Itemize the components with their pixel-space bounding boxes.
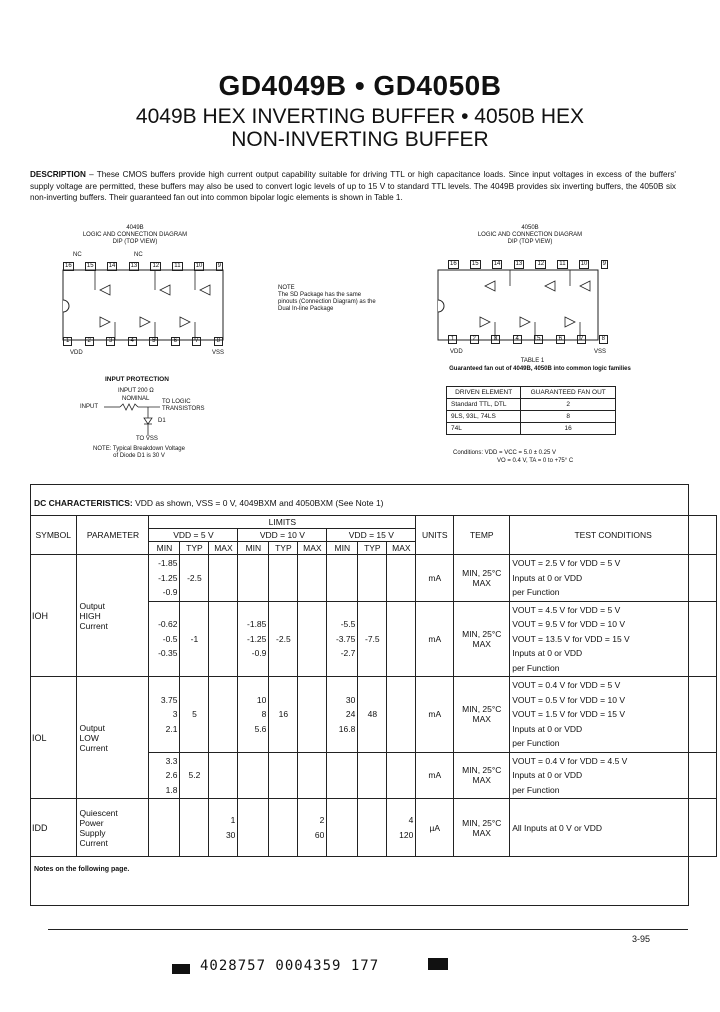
dc-col-vdd10: VDD = 10 V bbox=[238, 529, 327, 542]
r2-test-b: VOUT = 9.5 V for VDD = 10 V bbox=[512, 619, 625, 629]
input-protection-title: INPUT PROTECTION bbox=[105, 376, 169, 383]
r2-min15-a: -5.5 bbox=[340, 619, 356, 629]
dc-col-typ: TYP bbox=[358, 542, 387, 555]
pin: 15 bbox=[471, 261, 479, 267]
r4-temp1: MIN, 25°C bbox=[462, 765, 502, 776]
value-cell bbox=[209, 601, 238, 677]
value-cell bbox=[387, 555, 416, 602]
dc-col-units: UNITS bbox=[416, 516, 454, 555]
r5-test: All Inputs at 0 V or VDD bbox=[510, 799, 717, 857]
param-idd-l3: Supply bbox=[79, 827, 106, 838]
r2-min10-a: -1.85 bbox=[247, 619, 267, 629]
description-label: DESCRIPTION bbox=[30, 170, 86, 179]
table-row bbox=[447, 399, 616, 411]
dc-col-min: MIN bbox=[327, 542, 358, 555]
value-cell bbox=[358, 752, 387, 799]
r2-temp1: MIN, 25°C bbox=[462, 628, 502, 639]
r5-max15-a: 4 bbox=[408, 815, 414, 825]
param-idd bbox=[77, 799, 149, 857]
value-cell bbox=[149, 601, 180, 677]
r3-temp2: MAX bbox=[472, 714, 491, 725]
diagram-4049-caption2: DIP (TOP VIEW) bbox=[112, 239, 158, 245]
diagram-4050-caption1: LOGIC AND CONNECTION DIAGRAM bbox=[477, 232, 583, 238]
notes-text: Notes on the following page. bbox=[34, 866, 130, 873]
footer-rule bbox=[48, 929, 688, 930]
fanout-value: 16 bbox=[521, 423, 616, 435]
diagram-4050-caption2: DIP (TOP VIEW) bbox=[507, 239, 553, 245]
diagram-4049-caption1: LOGIC AND CONNECTION DIAGRAM bbox=[82, 232, 188, 238]
dc-col-typ: TYP bbox=[269, 542, 298, 555]
r3-min5-b: 3 bbox=[172, 709, 178, 719]
r3-min5-c: 2.1 bbox=[165, 723, 178, 734]
dc-heading bbox=[34, 498, 384, 508]
diagram-4049-caption bbox=[60, 225, 210, 246]
table-row bbox=[30, 799, 717, 857]
table1-conditions2: VO = 0.4 V, TA = 0 to +75° C bbox=[497, 458, 574, 464]
value-cell bbox=[387, 752, 416, 799]
r4-typ5: 5.2 bbox=[180, 752, 209, 799]
table1-title: TABLE 1 bbox=[520, 358, 545, 364]
input-protection-note bbox=[84, 446, 194, 460]
r2-test-c: VOUT = 13.5 V for VDD = 15 V bbox=[512, 633, 630, 644]
r1-test bbox=[510, 555, 717, 602]
barcode-block-right bbox=[428, 958, 448, 970]
r3-test-b: VOUT = 0.5 V for VDD = 10 V bbox=[512, 694, 625, 705]
dc-col-temp: TEMP bbox=[454, 516, 510, 555]
pin: 6 bbox=[556, 335, 565, 344]
value-cell bbox=[209, 555, 238, 602]
table-row bbox=[30, 555, 717, 602]
param-iol-l2: LOW bbox=[79, 732, 99, 743]
package-note-l3: pinouts (Connection Diagram) as the bbox=[278, 299, 376, 305]
dc-col-test: TEST CONDITIONS bbox=[510, 516, 717, 555]
param-ioh-l3: Current bbox=[79, 620, 108, 631]
r1-test-a: VOUT = 2.5 V for VDD = 5 V bbox=[512, 558, 621, 568]
input-protection-res: INPUT 200 Ω bbox=[118, 388, 154, 394]
table-row bbox=[447, 423, 616, 435]
input-protection-to-vss: TO VSS bbox=[136, 436, 158, 442]
pin: 9 bbox=[217, 263, 221, 269]
pin: 8 bbox=[599, 335, 608, 344]
fanout-col-fanout: GUARANTEED FAN OUT bbox=[521, 387, 616, 399]
value-cell bbox=[209, 799, 238, 857]
r1-typ5: -2.5 bbox=[180, 555, 209, 602]
r3-units: mA bbox=[416, 677, 454, 753]
r4-test-c: per Function bbox=[512, 784, 560, 795]
value-cell bbox=[238, 752, 269, 799]
r3-min10-c: 5.6 bbox=[254, 723, 267, 734]
fanout-value: 8 bbox=[521, 411, 616, 423]
dc-heading-label: DC CHARACTERISTICS: bbox=[34, 498, 133, 508]
fanout-header-row bbox=[447, 387, 616, 399]
dc-col-limits: LIMITS bbox=[149, 516, 416, 529]
diagram-4049-vss: VSS bbox=[212, 350, 225, 356]
r2-test-d: Inputs at 0 or VDD bbox=[512, 648, 583, 658]
pin: 2 bbox=[470, 335, 479, 344]
r4-temp2: MAX bbox=[472, 775, 491, 786]
r2-test-e: per Function bbox=[512, 662, 560, 673]
pin: 12 bbox=[152, 263, 160, 269]
r5-temp2: MAX bbox=[472, 827, 491, 838]
r4-temp bbox=[454, 752, 510, 799]
value-cell bbox=[180, 799, 209, 857]
pin: 11 bbox=[559, 261, 566, 267]
value-cell bbox=[209, 752, 238, 799]
dc-col-min: MIN bbox=[238, 542, 269, 555]
pin: 6 bbox=[171, 337, 180, 346]
symbol-iol: IOL bbox=[30, 677, 77, 799]
dc-col-parameter: PARAMETER bbox=[77, 516, 149, 555]
symbol-idd: IDD bbox=[30, 799, 77, 857]
r3-min15-a: 30 bbox=[345, 694, 356, 705]
page-subtitle-line1: 4049B HEX INVERTING BUFFER • 4050B HEX bbox=[135, 105, 585, 128]
dc-col-max: MAX bbox=[387, 542, 416, 555]
r2-units: mA bbox=[416, 601, 454, 677]
diagram-4050-part: 4050B bbox=[521, 225, 539, 231]
value-cell bbox=[327, 752, 358, 799]
param-ioh-l1: Output bbox=[79, 600, 106, 611]
r4-min5-a: 3.3 bbox=[165, 755, 178, 766]
r1-min5-c: -0.9 bbox=[162, 587, 178, 597]
page-title: GD4049B • GD4050B bbox=[218, 70, 502, 101]
value-cell bbox=[327, 677, 358, 753]
diagram-4050-top-pins bbox=[448, 260, 608, 269]
value-cell bbox=[298, 677, 327, 753]
value-cell bbox=[149, 799, 180, 857]
fanout-element: Standard TTL, DTL bbox=[447, 399, 521, 411]
diagram-4049-part: 4049B bbox=[126, 225, 144, 231]
r5-temp1: MIN, 25°C bbox=[462, 817, 502, 828]
param-ioh bbox=[77, 555, 149, 677]
r2-min5-c: -0.35 bbox=[158, 648, 178, 658]
value-cell bbox=[387, 677, 416, 753]
fanout-col-driven: DRIVEN ELEMENT bbox=[447, 387, 521, 399]
r2-min5-b: -0.5 bbox=[162, 633, 178, 644]
r3-typ5: 5 bbox=[180, 677, 209, 753]
value-cell bbox=[387, 601, 416, 677]
input-protection-to-logic2: TRANSISTORS bbox=[162, 406, 205, 412]
diagram-4050-chip bbox=[430, 255, 610, 360]
pin: 7 bbox=[577, 335, 586, 344]
r4-test-b: Inputs at 0 or VDD bbox=[512, 770, 583, 780]
r1-min5-b: -1.25 bbox=[158, 572, 178, 583]
pin: 9 bbox=[602, 261, 606, 267]
pin: 14 bbox=[108, 263, 116, 269]
r4-units: mA bbox=[416, 752, 454, 799]
package-note-l2: The SD Package has the same bbox=[278, 292, 362, 298]
r1-units: mA bbox=[416, 555, 454, 602]
page-number: 3-95 bbox=[632, 934, 651, 944]
pin: 3 bbox=[491, 335, 500, 344]
pin: 11 bbox=[174, 263, 181, 269]
r3-typ10: 16 bbox=[269, 677, 298, 753]
description-paragraph bbox=[30, 169, 676, 204]
r1-temp1: MIN, 25°C bbox=[462, 567, 502, 578]
diagram-4049-top-pins bbox=[63, 262, 223, 271]
r1-temp2: MAX bbox=[472, 577, 491, 588]
page-subtitle-line2: NON-INVERTING BUFFER bbox=[231, 128, 489, 151]
value-cell bbox=[149, 677, 180, 753]
param-iol bbox=[77, 677, 149, 799]
r5-temp bbox=[454, 799, 510, 857]
r5-max10-a: 2 bbox=[319, 815, 325, 825]
dc-col-symbol: SYMBOL bbox=[30, 516, 77, 555]
dc-col-vdd15: VDD = 15 V bbox=[327, 529, 416, 542]
value-cell bbox=[269, 799, 298, 857]
r5-max10-b: 60 bbox=[314, 829, 325, 840]
input-protection-to-logic1: TO LOGIC bbox=[162, 399, 191, 405]
diagram-4049-bottom-pins bbox=[63, 337, 223, 346]
value-cell bbox=[269, 752, 298, 799]
pin: 8 bbox=[214, 337, 223, 346]
package-note-l1: NOTE bbox=[278, 285, 295, 291]
pin: 13 bbox=[130, 263, 138, 269]
dc-col-typ: TYP bbox=[180, 542, 209, 555]
r2-test-a: VOUT = 4.5 V for VDD = 5 V bbox=[512, 604, 621, 615]
input-protection-d1: D1 bbox=[158, 418, 166, 424]
r2-min10-b: -1.25 bbox=[247, 633, 267, 644]
r5-max5-a: 1 bbox=[230, 815, 236, 825]
r1-temp bbox=[454, 555, 510, 602]
value-cell bbox=[238, 799, 269, 857]
r1-min5-a: -1.85 bbox=[158, 558, 178, 568]
r3-temp bbox=[454, 677, 510, 753]
value-cell bbox=[238, 601, 269, 677]
r3-test bbox=[510, 677, 717, 753]
r5-max5-b: 30 bbox=[225, 829, 236, 840]
pin: 12 bbox=[537, 261, 545, 267]
pin: 14 bbox=[493, 261, 501, 267]
value-cell bbox=[387, 799, 416, 857]
r3-min10-a: 10 bbox=[256, 694, 267, 705]
r4-min5-b: 2.6 bbox=[165, 770, 178, 780]
diagram-4050-vdd: VDD bbox=[450, 349, 463, 355]
pin: 16 bbox=[65, 263, 72, 269]
r2-typ5: -1 bbox=[180, 601, 209, 677]
r3-test-a: VOUT = 0.4 V for VDD = 5 V bbox=[512, 680, 621, 690]
package-note-l4: Dual In-line Package bbox=[278, 306, 334, 312]
description-text: – These CMOS buffers provide high current output capability suitable for driving TTL or high capacitance loads. Since input voltages in excess of the buffers' supply voltage are permitted, these buffers may also be used to convert logic levels of up to 15 V to standard TTL levels. The 4049B provides six inverting buffers, the 4050B six non-inverting buffers. Their guaranteed fan out into common bipolar logic elements is shown in Table 1. bbox=[30, 170, 676, 202]
fanout-element: 74L bbox=[447, 423, 521, 435]
value-cell bbox=[298, 555, 327, 602]
diagram-4049-nc-mid: NC bbox=[134, 252, 143, 258]
table1-conditions1: Conditions: VDD = VCC = 5.0 ± 0.25 V bbox=[453, 450, 557, 456]
r1-test-b: Inputs at 0 or VDD bbox=[512, 572, 583, 583]
param-iol-l3: Current bbox=[79, 742, 108, 753]
symbol-ioh: IOH bbox=[30, 555, 77, 677]
value-cell bbox=[149, 555, 180, 602]
r2-typ10: -2.5 bbox=[269, 601, 298, 677]
r2-min15-b: -3.75 bbox=[335, 633, 356, 644]
r2-test bbox=[510, 601, 717, 677]
pin: 10 bbox=[580, 261, 588, 267]
pin: 16 bbox=[450, 261, 457, 267]
r3-temp1: MIN, 25°C bbox=[462, 704, 502, 715]
pin: 4 bbox=[128, 337, 137, 346]
pin: 4 bbox=[513, 335, 522, 344]
r2-temp bbox=[454, 601, 510, 677]
diagram-4050-vss: VSS bbox=[594, 349, 607, 355]
r5-units: µA bbox=[416, 799, 454, 857]
r4-test-a: VOUT = 0.4 V for VDD = 4.5 V bbox=[512, 755, 628, 766]
dc-heading-conditions: VDD as shown, VSS = 0 V, 4049BXM and 4050BXM (See Note 1) bbox=[132, 498, 384, 508]
r3-test-e: per Function bbox=[512, 738, 560, 748]
diagram-4049-nc-left: NC bbox=[73, 252, 82, 258]
dc-col-min: MIN bbox=[149, 542, 180, 555]
pin: 1 bbox=[448, 335, 457, 344]
fanout-table bbox=[446, 386, 616, 435]
r3-min10-b: 8 bbox=[261, 709, 267, 719]
dc-col-max: MAX bbox=[298, 542, 327, 555]
pin: 5 bbox=[534, 335, 543, 344]
param-idd-l1: Quiescent bbox=[79, 807, 118, 818]
r1-test-c: per Function bbox=[512, 587, 560, 597]
r3-min5-a: 3.75 bbox=[160, 694, 178, 705]
diagram-4049-vdd: VDD bbox=[70, 350, 83, 356]
value-cell bbox=[269, 555, 298, 602]
table-row bbox=[447, 411, 616, 423]
r3-min15-c: 16.8 bbox=[338, 723, 356, 734]
param-iol-l1: Output bbox=[79, 722, 106, 733]
r2-min15-c: -2.7 bbox=[340, 648, 356, 658]
pin: 1 bbox=[63, 337, 72, 346]
value-cell bbox=[238, 677, 269, 753]
param-ioh-l2: HIGH bbox=[79, 610, 101, 621]
barcode-text: 4028757 0004359 177 bbox=[200, 958, 380, 974]
value-cell bbox=[327, 799, 358, 857]
table-row bbox=[30, 677, 717, 753]
value-cell bbox=[298, 799, 327, 857]
r3-test-c: VOUT = 1.5 V for VDD = 15 V bbox=[512, 709, 625, 719]
value-cell bbox=[358, 555, 387, 602]
r4-test bbox=[510, 752, 717, 799]
r3-typ15: 48 bbox=[358, 677, 387, 753]
value-cell bbox=[298, 601, 327, 677]
barcode-block-left bbox=[172, 964, 190, 974]
pin: 13 bbox=[515, 261, 523, 267]
r3-min15-b: 24 bbox=[345, 709, 356, 719]
input-protection-note2: of Diode D1 is 30 V bbox=[113, 453, 165, 459]
pin: 3 bbox=[106, 337, 115, 346]
diagram-4050-caption bbox=[455, 225, 605, 246]
dc-col-vdd5: VDD = 5 V bbox=[149, 529, 238, 542]
fanout-value: 2 bbox=[521, 399, 616, 411]
diagram-4050-bottom-pins bbox=[448, 335, 608, 344]
pin: 10 bbox=[195, 263, 203, 269]
pin: 15 bbox=[86, 263, 94, 269]
fanout-element: 9LS, 93L, 74LS bbox=[447, 411, 521, 423]
pin: 2 bbox=[85, 337, 94, 346]
value-cell bbox=[209, 677, 238, 753]
pin: 5 bbox=[149, 337, 158, 346]
value-cell bbox=[327, 555, 358, 602]
value-cell bbox=[327, 601, 358, 677]
value-cell bbox=[238, 555, 269, 602]
r4-min5-c: 1.8 bbox=[165, 784, 178, 795]
r3-test-d: Inputs at 0 or VDD bbox=[512, 723, 583, 734]
r5-max15-b: 120 bbox=[399, 829, 414, 840]
dc-col-max: MAX bbox=[209, 542, 238, 555]
input-protection-note1: NOTE: Typical Breakdown Voltage bbox=[93, 446, 185, 452]
value-cell bbox=[358, 799, 387, 857]
input-protection-nominal: NOMINAL bbox=[122, 396, 150, 402]
r2-min5-a: -0.62 bbox=[158, 619, 178, 629]
param-idd-l4: Current bbox=[79, 837, 108, 848]
package-note bbox=[278, 285, 418, 313]
r2-temp2: MAX bbox=[472, 638, 491, 649]
table1-caption: Guaranteed fan out of 4049B, 4050B into common logic families bbox=[449, 366, 631, 372]
value-cell bbox=[149, 752, 180, 799]
dc-characteristics-table bbox=[30, 515, 717, 857]
dc-header-row1 bbox=[30, 516, 717, 529]
value-cell bbox=[298, 752, 327, 799]
input-protection-input: INPUT bbox=[80, 404, 98, 410]
r2-typ15: -7.5 bbox=[358, 601, 387, 677]
r2-min10-c: -0.9 bbox=[251, 648, 267, 658]
input-protection-circuit bbox=[100, 398, 170, 440]
pin: 7 bbox=[192, 337, 201, 346]
param-idd-l2: Power bbox=[79, 817, 104, 828]
